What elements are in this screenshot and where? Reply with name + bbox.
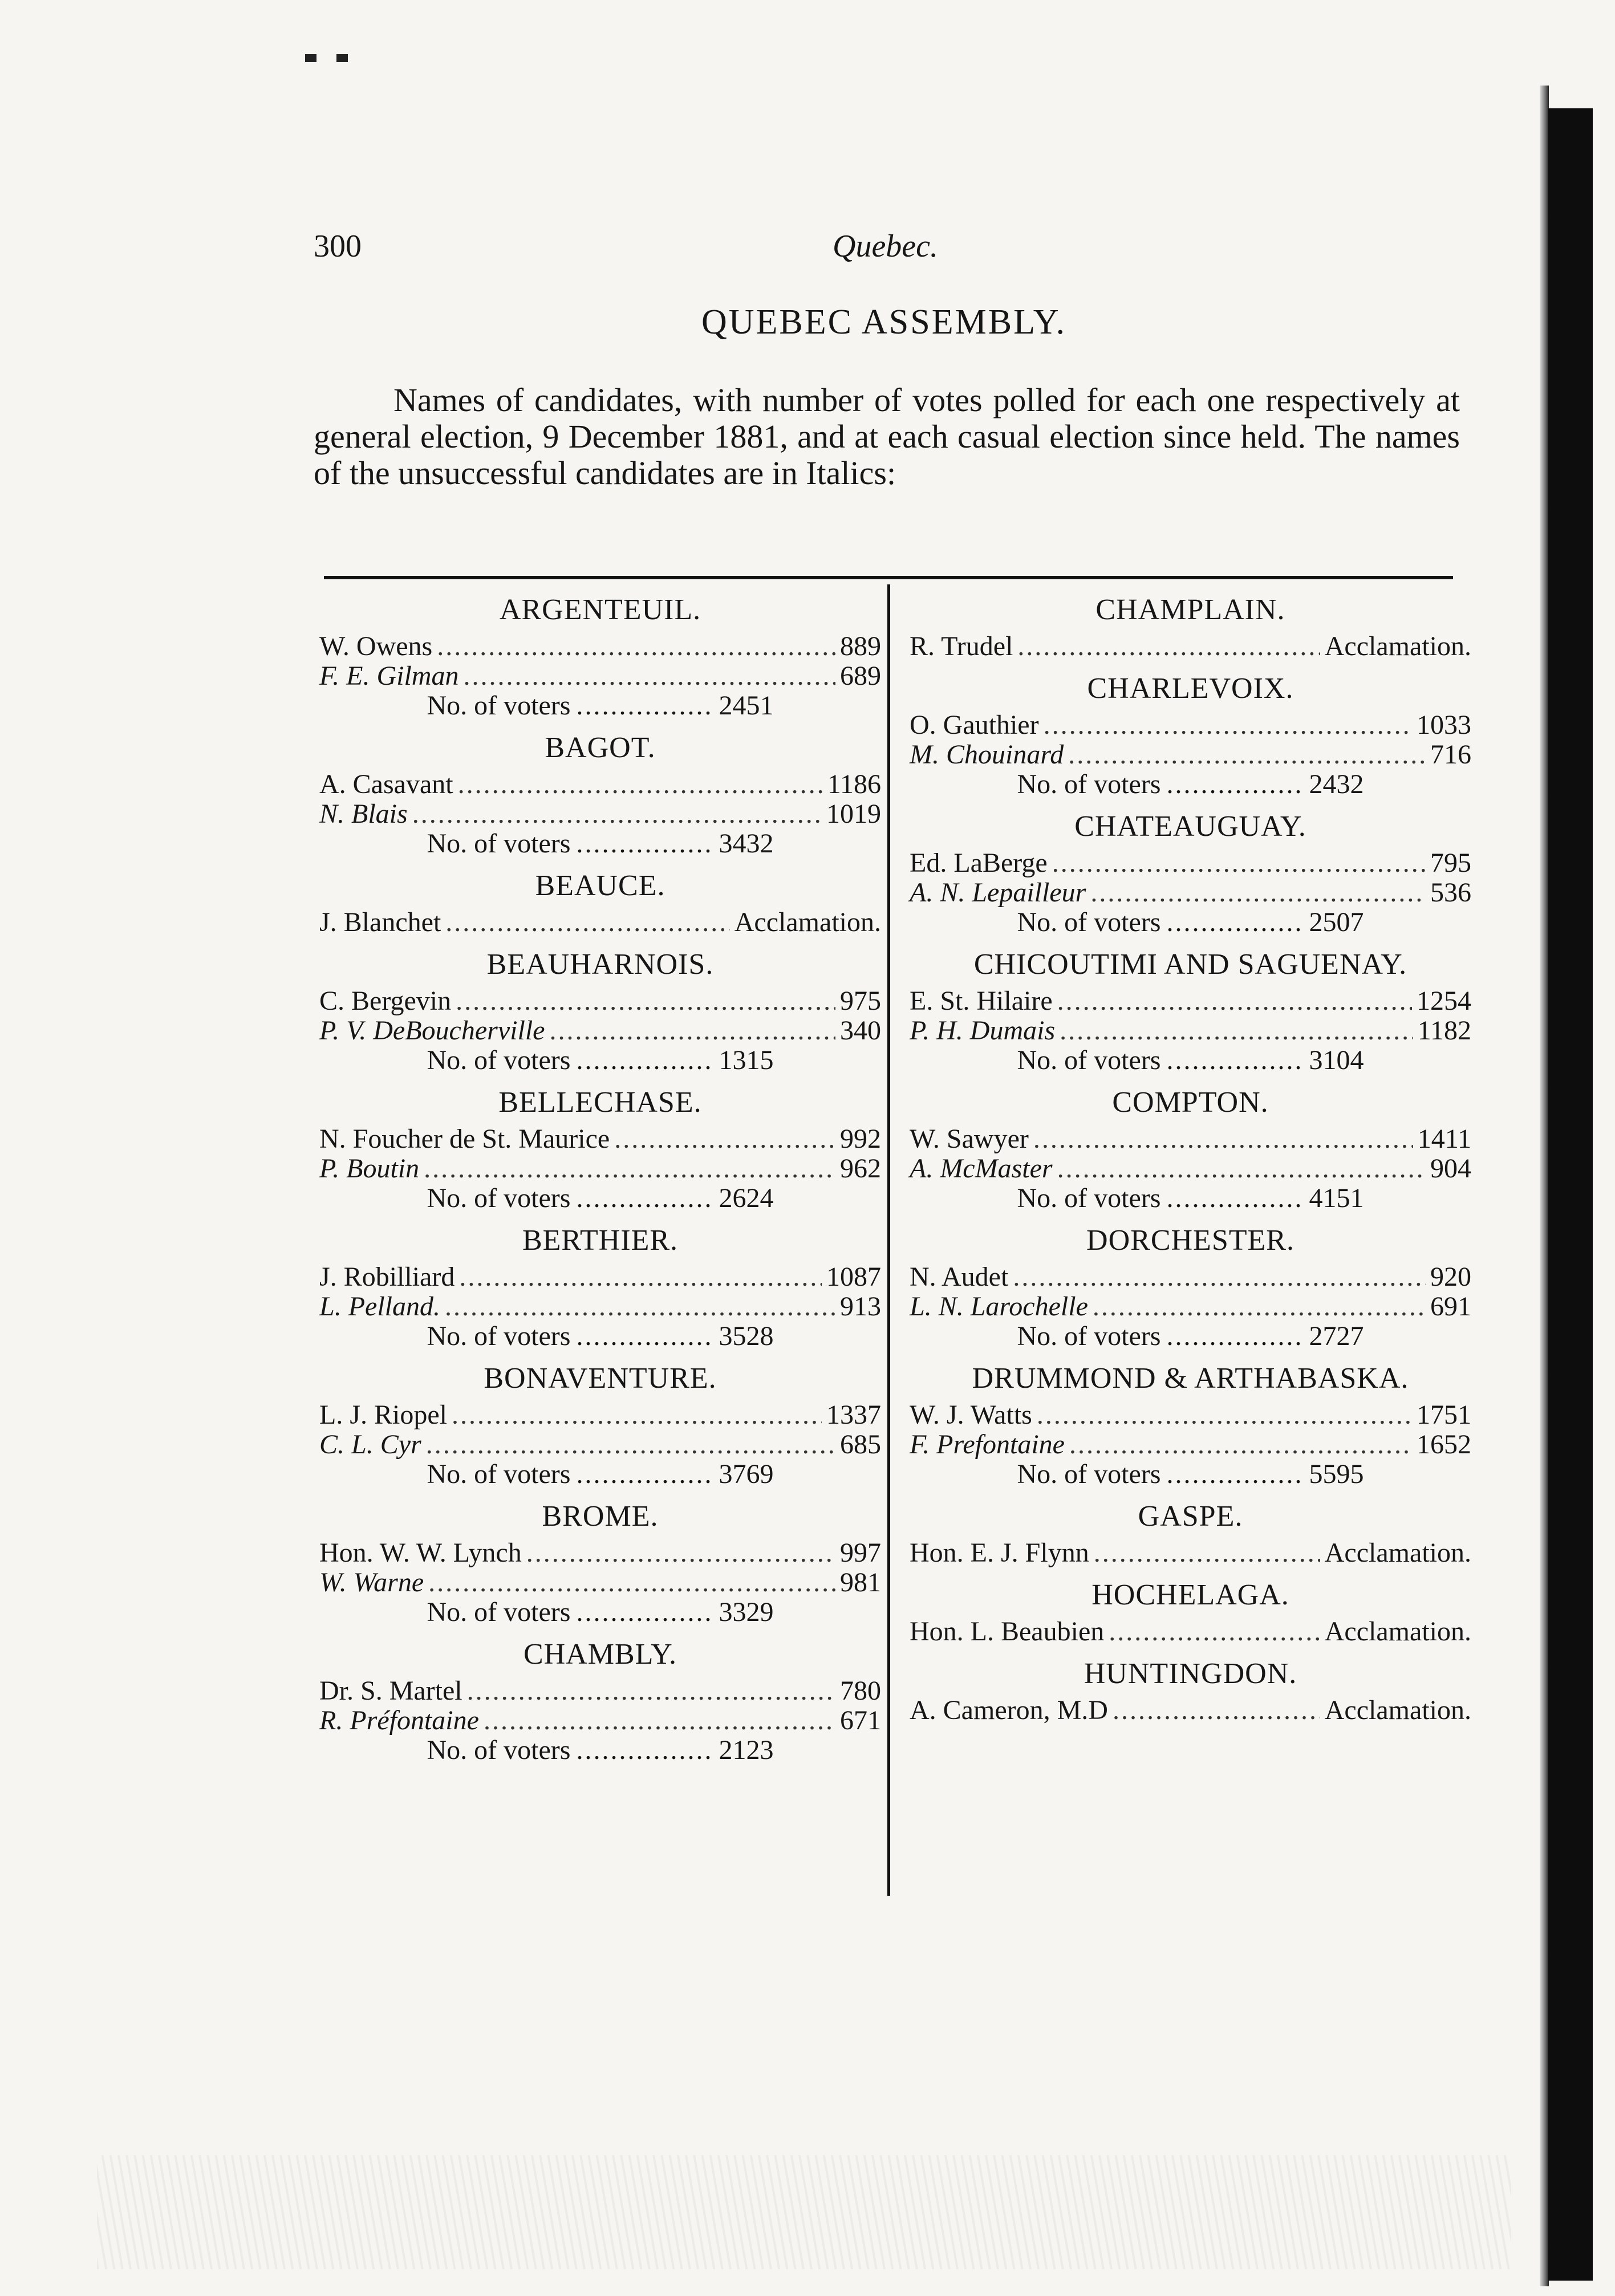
dot-leader	[1113, 1696, 1320, 1725]
candidate-votes: 716	[1430, 739, 1471, 770]
candidate-name: N. Audet	[910, 1262, 1009, 1292]
dot-leader	[463, 661, 835, 691]
constituency-name: BROME.	[542, 1500, 659, 1533]
voters-label: No. of voters	[427, 1183, 571, 1213]
candidate-row	[910, 848, 1471, 878]
candidate-name: E. St. Hilaire	[910, 986, 1053, 1016]
constituency-section	[910, 1657, 1471, 1725]
candidate-votes: 889	[840, 631, 881, 661]
candidate-name: P. Boutin	[319, 1153, 420, 1184]
voters-count: 3769	[719, 1459, 774, 1489]
candidate-row	[910, 1154, 1471, 1184]
constituency-name: CHAMPLAIN.	[1095, 594, 1285, 626]
constituency-name: CHICOUTIMI AND SAGUENAY.	[973, 948, 1407, 981]
dot-leader	[576, 1598, 713, 1627]
constituency-name: BEAUHARNOIS.	[486, 948, 714, 981]
voters-row	[319, 1322, 881, 1351]
candidate-row	[910, 1292, 1471, 1322]
voters-row	[319, 829, 881, 859]
voters-count: 2507	[1309, 907, 1364, 937]
dot-leader	[1109, 1617, 1320, 1647]
candidate-votes: 671	[840, 1705, 881, 1736]
candidate-name: Hon. W. W. Lynch	[319, 1538, 522, 1568]
candidate-votes: 1254	[1417, 986, 1471, 1016]
candidate-row	[319, 799, 881, 829]
voters-row	[910, 1046, 1471, 1075]
print-mark	[336, 54, 348, 62]
dot-leader	[1166, 908, 1303, 937]
dot-leader	[1166, 1184, 1303, 1213]
candidate-votes: 975	[840, 986, 881, 1016]
constituency-name: COMPTON.	[1112, 1086, 1269, 1119]
candidate-votes: 1652	[1417, 1429, 1471, 1460]
dot-leader	[526, 1538, 835, 1568]
voters-label: No. of voters	[1017, 769, 1161, 799]
header-rule	[324, 576, 1453, 579]
candidate-votes: 1019	[826, 799, 881, 829]
candidate-votes: 1186	[827, 769, 881, 799]
candidate-name: A. Cameron, M.D	[910, 1695, 1108, 1725]
dot-leader	[576, 691, 713, 721]
dot-leader	[1044, 710, 1412, 740]
candidate-name: R. Préfontaine	[319, 1705, 479, 1736]
candidate-votes: Acclamation.	[1324, 1695, 1471, 1725]
voters-count: 4151	[1309, 1183, 1364, 1213]
candidate-name: F. Prefontaine	[910, 1429, 1065, 1460]
dot-leader	[576, 1322, 713, 1351]
voters-count: 2727	[1309, 1321, 1364, 1351]
candidate-row	[910, 1430, 1471, 1460]
candidate-row	[910, 1400, 1471, 1430]
candidate-row	[910, 1262, 1471, 1292]
intro-paragraph: Names of candidates, with number of votes polled for each one respectively at general election, 9 December 1881, and at each casual election since held. The names of the unsuccessful candidates are in Italics:	[314, 381, 1460, 491]
constituency-name: ARGENTEUIL.	[499, 594, 701, 626]
candidate-name: P. H. Dumais	[910, 1015, 1056, 1046]
candidate-row	[319, 1568, 881, 1598]
constituency-name: BELLECHASE.	[498, 1086, 702, 1119]
candidate-votes: 1182	[1417, 1015, 1471, 1046]
candidate-row	[319, 1262, 881, 1292]
constituency-name: BERTHIER.	[522, 1224, 679, 1257]
candidate-votes: 1411	[1417, 1124, 1471, 1154]
voters-row	[319, 691, 881, 721]
candidate-row	[910, 1124, 1471, 1154]
voters-row	[910, 908, 1471, 937]
constituency-section	[910, 672, 1471, 799]
dot-leader	[484, 1706, 835, 1736]
voters-count: 1315	[719, 1045, 774, 1075]
candidate-votes: 1087	[826, 1262, 881, 1292]
constituency-section	[319, 1086, 881, 1213]
candidate-row	[910, 1696, 1471, 1725]
constituency-section	[910, 1362, 1471, 1489]
voters-label: No. of voters	[427, 1459, 571, 1489]
dot-leader	[467, 1676, 835, 1706]
constituency-name: HOCHELAGA.	[1091, 1579, 1289, 1611]
dot-leader	[576, 1460, 713, 1489]
candidate-row	[910, 632, 1471, 661]
constituency-section	[319, 1362, 881, 1489]
voters-count: 3432	[719, 828, 774, 859]
voters-count: 2451	[719, 690, 774, 721]
candidate-name: A. McMaster	[910, 1153, 1053, 1184]
candidate-votes: 920	[1430, 1262, 1471, 1292]
candidate-name: W. J. Watts	[910, 1400, 1032, 1430]
dot-leader	[1090, 878, 1426, 908]
book-spine-shadow	[1540, 86, 1549, 2286]
dot-leader	[1069, 1430, 1412, 1460]
dot-leader	[1166, 770, 1303, 799]
candidate-row	[319, 770, 881, 799]
candidate-name: L. N. Larochelle	[910, 1291, 1088, 1322]
candidate-votes: 962	[840, 1153, 881, 1184]
candidate-votes: 795	[1430, 848, 1471, 878]
candidate-votes: Acclamation.	[1324, 1538, 1471, 1568]
candidate-name: W. Sawyer	[910, 1124, 1029, 1154]
candidate-name: P. V. DeBoucherville	[319, 1015, 545, 1046]
page-smudge	[97, 2155, 1511, 2269]
voters-count: 2123	[719, 1735, 774, 1765]
dot-leader	[1166, 1046, 1303, 1075]
dot-leader	[1033, 1124, 1413, 1154]
constituency-name: CHATEAUGUAY.	[1074, 810, 1306, 843]
candidate-row	[910, 986, 1471, 1016]
candidate-name: A. Casavant	[319, 769, 453, 799]
constituency-name: BONAVENTURE.	[484, 1362, 717, 1395]
voters-label: No. of voters	[1017, 1183, 1161, 1213]
dot-leader	[1166, 1460, 1303, 1489]
voters-count: 5595	[1309, 1459, 1364, 1489]
dot-leader	[1017, 632, 1320, 661]
voters-row	[319, 1046, 881, 1075]
constituency-name: CHARLEVOIX.	[1087, 672, 1294, 705]
voters-label: No. of voters	[427, 1321, 571, 1351]
column-divider	[887, 584, 890, 1896]
candidate-row	[319, 1292, 881, 1322]
dot-leader	[437, 632, 835, 661]
dot-leader	[1094, 1538, 1320, 1568]
candidate-row	[319, 632, 881, 661]
candidate-row	[319, 1124, 881, 1154]
candidate-name: F. E. Gilman	[319, 661, 459, 691]
candidate-votes: 1033	[1417, 710, 1471, 740]
dot-leader	[1068, 740, 1426, 770]
candidate-name: L. Pelland.	[319, 1291, 440, 1322]
candidate-name: N. Blais	[319, 799, 408, 829]
dot-leader	[426, 1430, 835, 1460]
constituency-section	[319, 731, 881, 859]
voters-label: No. of voters	[427, 1045, 571, 1075]
candidate-row	[319, 1400, 881, 1430]
candidate-votes: 981	[840, 1567, 881, 1598]
candidate-row	[319, 1430, 881, 1460]
constituency-section	[910, 810, 1471, 937]
dot-leader	[1057, 986, 1412, 1016]
constituency-section	[319, 869, 881, 937]
page-number: 300	[314, 229, 362, 264]
dot-leader	[428, 1568, 835, 1598]
dot-leader	[576, 1046, 713, 1075]
constituency-section	[910, 1224, 1471, 1351]
candidate-votes: 904	[1430, 1153, 1471, 1184]
constituency-name: BEAUCE.	[535, 869, 666, 902]
candidate-row	[910, 1617, 1471, 1647]
voters-label: No. of voters	[1017, 1321, 1161, 1351]
dot-leader	[445, 908, 729, 937]
dot-leader	[1037, 1400, 1412, 1430]
constituency-section	[319, 593, 881, 721]
constituency-section	[319, 948, 881, 1075]
voters-row	[910, 1322, 1471, 1351]
candidate-row	[910, 1016, 1471, 1046]
dot-leader	[424, 1154, 835, 1184]
voters-label: No. of voters	[427, 1597, 571, 1627]
page-title: QUEBEC ASSEMBLY.	[701, 303, 1067, 342]
right-column	[910, 593, 1471, 1736]
print-mark	[305, 54, 316, 62]
candidate-votes: 992	[840, 1124, 881, 1154]
left-column	[319, 593, 881, 1775]
candidate-votes: 1751	[1417, 1400, 1471, 1430]
voters-row	[319, 1460, 881, 1489]
constituency-name: DRUMMOND & ARTHABASKA.	[972, 1362, 1409, 1395]
dot-leader	[452, 1400, 822, 1430]
candidate-votes: 691	[1430, 1291, 1471, 1322]
voters-label: No. of voters	[427, 690, 571, 721]
candidate-row	[319, 908, 881, 937]
candidate-name: L. J. Riopel	[319, 1400, 447, 1430]
voters-row	[910, 1460, 1471, 1489]
voters-count: 2624	[719, 1183, 774, 1213]
constituency-name: CHAMBLY.	[523, 1638, 677, 1671]
dot-leader	[412, 799, 822, 829]
candidate-row	[319, 1154, 881, 1184]
candidate-name: J. Blanchet	[319, 907, 441, 937]
voters-row	[910, 1184, 1471, 1213]
dot-leader	[1057, 1154, 1426, 1184]
candidate-name: C. L. Cyr	[319, 1429, 421, 1460]
dot-leader	[576, 1184, 713, 1213]
voters-row	[910, 770, 1471, 799]
candidate-name: N. Foucher de St. Maurice	[319, 1124, 610, 1154]
candidate-name: R. Trudel	[910, 631, 1013, 661]
dot-leader	[576, 829, 713, 859]
dot-leader	[458, 770, 823, 799]
candidate-row	[910, 1538, 1471, 1568]
voters-label: No. of voters	[1017, 1459, 1161, 1489]
candidate-row	[319, 986, 881, 1016]
candidate-name: Hon. L. Beaubien	[910, 1616, 1105, 1647]
voters-row	[319, 1598, 881, 1627]
candidate-votes: Acclamation.	[1324, 1616, 1471, 1647]
constituency-section	[910, 1499, 1471, 1568]
candidate-votes: Acclamation.	[734, 907, 881, 937]
candidate-votes: 913	[840, 1291, 881, 1322]
candidate-row	[319, 1538, 881, 1568]
constituency-section	[319, 1224, 881, 1351]
candidate-votes: 685	[840, 1429, 881, 1460]
candidate-row	[319, 1706, 881, 1736]
candidate-name: O. Gauthier	[910, 710, 1039, 740]
voters-row	[319, 1184, 881, 1213]
constituency-name: HUNTINGDON.	[1084, 1657, 1297, 1690]
voters-label: No. of voters	[427, 1735, 571, 1765]
candidate-name: Dr. S. Martel	[319, 1676, 462, 1706]
voters-count: 3104	[1309, 1045, 1364, 1075]
voters-count: 2432	[1309, 769, 1364, 799]
candidate-name: M. Chouinard	[910, 739, 1064, 770]
constituency-section	[910, 1578, 1471, 1647]
dot-leader	[549, 1016, 835, 1046]
candidate-name: C. Bergevin	[319, 986, 452, 1016]
dot-leader	[1013, 1262, 1426, 1292]
dot-leader	[576, 1736, 713, 1765]
candidate-votes: 536	[1430, 877, 1471, 908]
constituency-section	[319, 1499, 881, 1627]
constituency-section	[910, 1086, 1471, 1213]
candidate-row	[910, 740, 1471, 770]
dot-leader	[456, 986, 835, 1016]
candidate-name: Hon. E. J. Flynn	[910, 1538, 1089, 1568]
candidate-name: W. Warne	[319, 1567, 424, 1598]
constituency-section	[319, 1637, 881, 1765]
voters-label: No. of voters	[427, 828, 571, 859]
candidate-row	[319, 1016, 881, 1046]
candidate-row	[319, 661, 881, 691]
constituency-section	[910, 948, 1471, 1075]
voters-count: 3329	[719, 1597, 774, 1627]
candidate-row	[319, 1676, 881, 1706]
candidate-votes: Acclamation.	[1324, 631, 1471, 661]
candidate-votes: 340	[840, 1015, 881, 1046]
book-spine	[1548, 108, 1593, 2281]
voters-label: No. of voters	[1017, 1045, 1161, 1075]
candidate-votes: 997	[840, 1538, 881, 1568]
candidate-votes: 780	[840, 1676, 881, 1706]
constituency-section	[910, 593, 1471, 661]
voters-label: No. of voters	[1017, 907, 1161, 937]
constituency-name: DORCHESTER.	[1086, 1224, 1295, 1257]
dot-leader	[1052, 848, 1426, 878]
candidate-row	[910, 710, 1471, 740]
voters-row	[319, 1736, 881, 1765]
candidate-name: A. N. Lepailleur	[910, 877, 1086, 908]
candidate-name: W. Owens	[319, 631, 433, 661]
dot-leader	[1166, 1322, 1303, 1351]
dot-leader	[459, 1262, 822, 1292]
candidate-votes: 1337	[826, 1400, 881, 1430]
candidate-row	[910, 878, 1471, 908]
dot-leader	[445, 1292, 835, 1322]
running-head: Quebec.	[833, 229, 939, 264]
constituency-name: BAGOT.	[545, 732, 656, 764]
constituency-name: GASPE.	[1138, 1500, 1243, 1533]
voters-count: 3528	[719, 1321, 774, 1351]
candidate-name: J. Robilliard	[319, 1262, 455, 1292]
dot-leader	[1093, 1292, 1426, 1322]
dot-leader	[1060, 1016, 1413, 1046]
dot-leader	[614, 1124, 835, 1154]
candidate-votes: 689	[840, 661, 881, 691]
candidate-name: Ed. LaBerge	[910, 848, 1048, 878]
